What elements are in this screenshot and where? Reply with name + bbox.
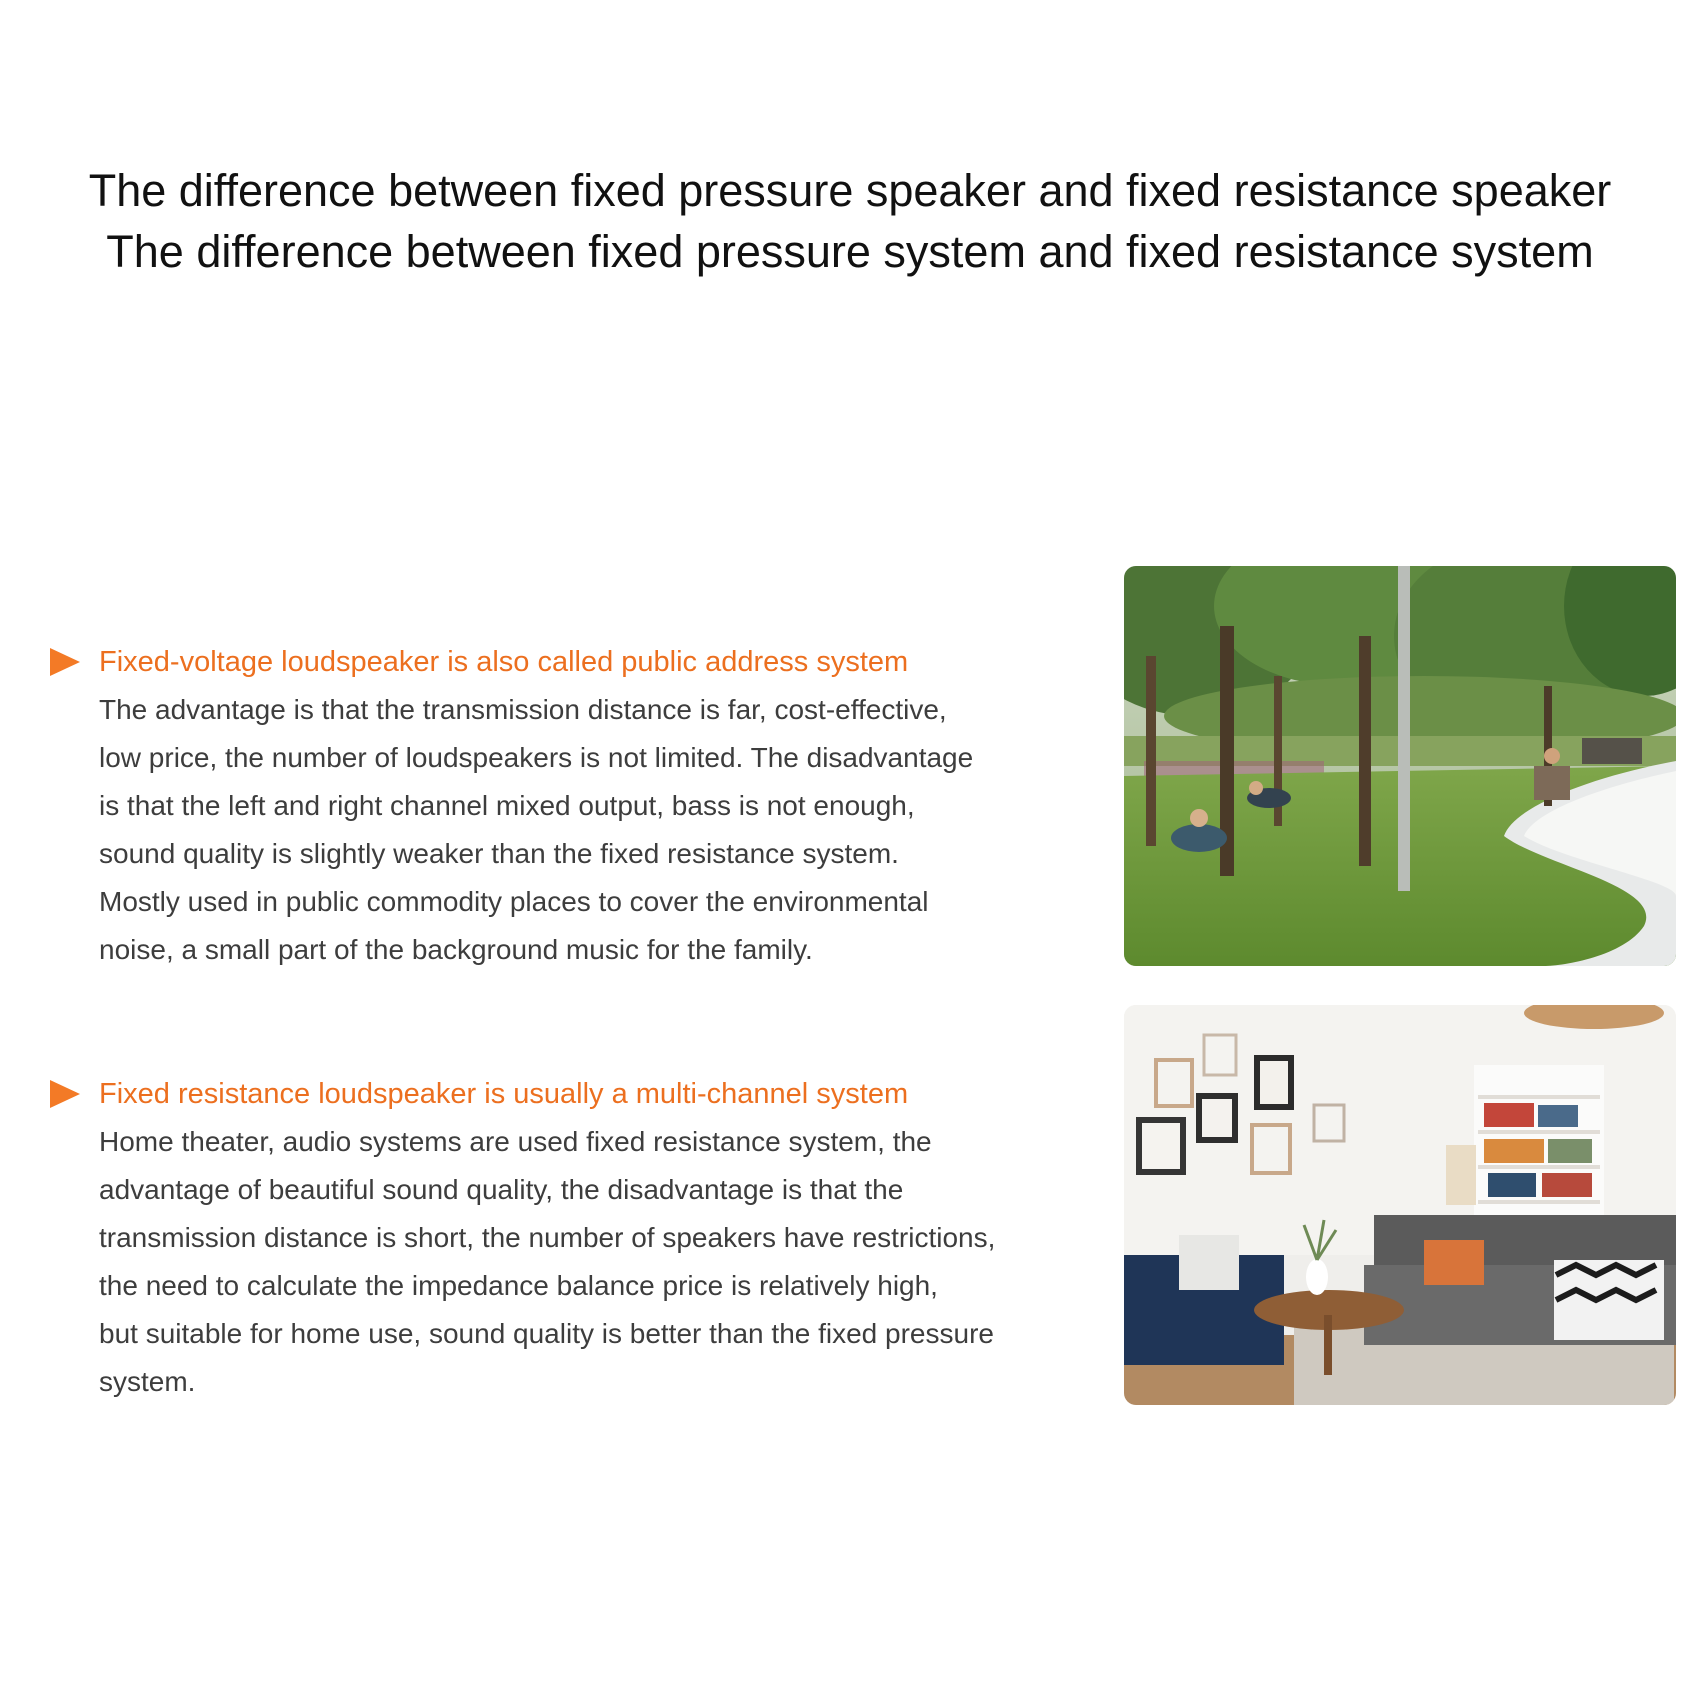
body-line: noise, a small part of the background music for the family.: [99, 934, 813, 965]
body-line: transmission distance is short, the number of speakers have restrictions,: [99, 1222, 996, 1253]
title-line-1: The difference between fixed pressure speaker and fixed resistance speaker: [88, 165, 1612, 216]
section-body: [99, 1118, 1080, 1406]
orange-triangle-icon: [50, 648, 80, 676]
section-heading: Fixed-voltage loudspeaker is also called public address system: [99, 646, 909, 678]
body-line: the need to calculate the impedance balance price is relatively high,: [99, 1270, 938, 1301]
body-line: is that the left and right channel mixed output, bass is not enough,: [99, 790, 915, 821]
living-room-photo: [1124, 1005, 1676, 1405]
section-fixed-voltage: [50, 638, 1080, 974]
section-heading-row: [50, 1070, 1080, 1118]
section-body: [99, 686, 1080, 974]
body-line: Home theater, audio systems are used fixed resistance system, the: [99, 1126, 932, 1157]
body-line: The advantage is that the transmission distance is far, cost-effective,: [99, 694, 947, 725]
body-line: low price, the number of loudspeakers is not limited. The disadvantage: [99, 742, 974, 773]
body-line: sound quality is slightly weaker than the fixed resistance system.: [99, 838, 899, 869]
body-line: system.: [99, 1366, 196, 1397]
section-heading-row: [50, 638, 1080, 686]
body-line: but suitable for home use, sound quality is better than the fixed pressure: [99, 1318, 994, 1349]
orange-triangle-icon: [50, 1080, 80, 1108]
section-heading: Fixed resistance loudspeaker is usually a multi-channel system: [99, 1078, 909, 1110]
body-line: advantage of beautiful sound quality, the disadvantage is that the: [99, 1174, 904, 1205]
section-fixed-resistance: [50, 1070, 1080, 1406]
park-photo: [1124, 566, 1676, 966]
title-line-2: The difference between fixed pressure system and fixed resistance system: [106, 226, 1594, 277]
body-line: Mostly used in public commodity places to cover the environmental: [99, 886, 929, 917]
page-title: [0, 160, 1700, 282]
